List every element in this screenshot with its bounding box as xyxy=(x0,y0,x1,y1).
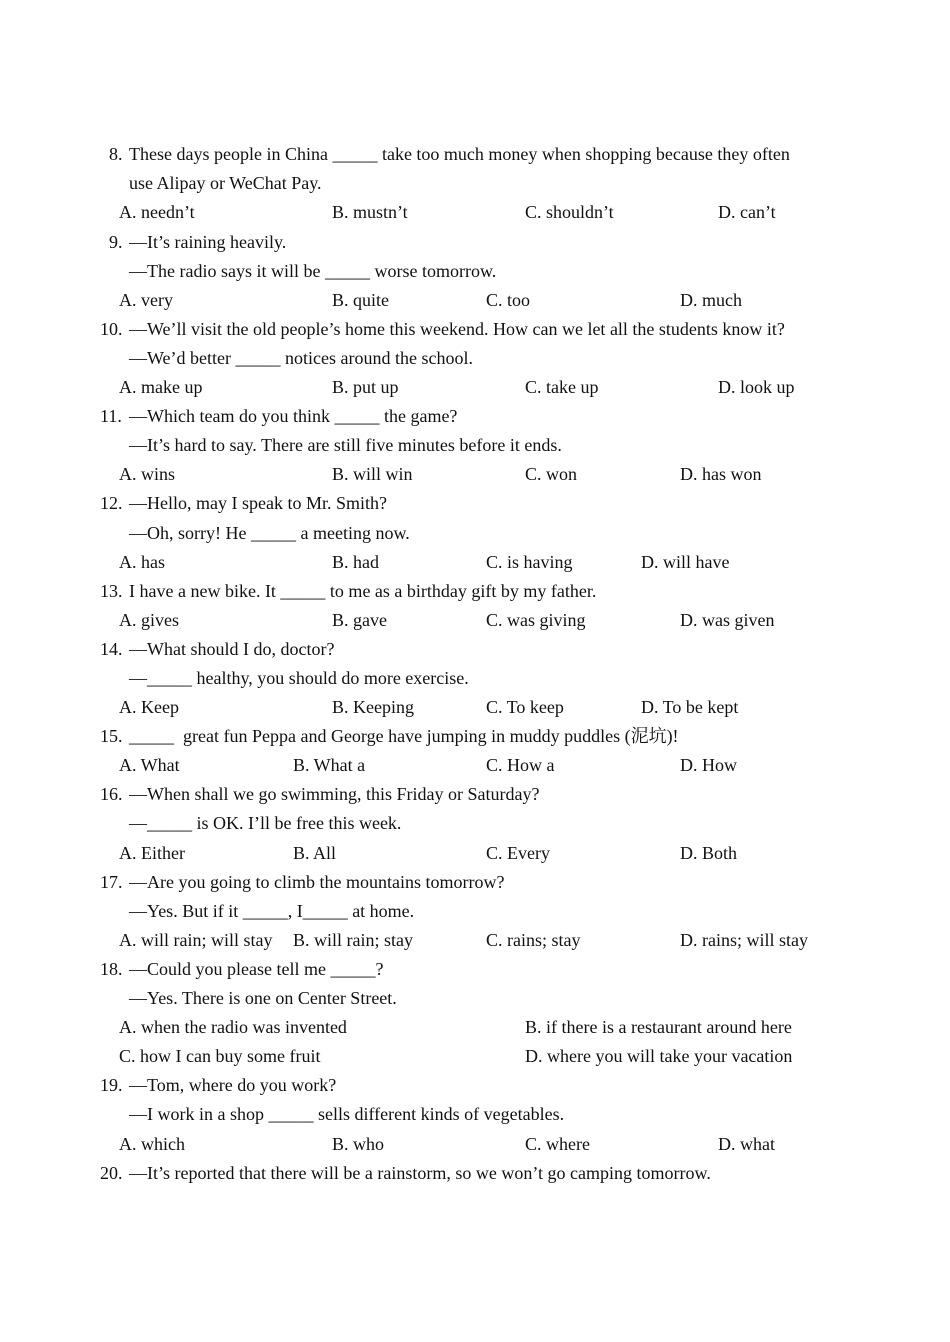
question-text: —Which team do you think _____ the game? xyxy=(129,406,458,426)
option-c: C. How a xyxy=(486,755,555,775)
option-c: C. was giving xyxy=(486,610,586,630)
option-b: B. had xyxy=(332,552,379,572)
option-a: A. make up xyxy=(119,377,203,397)
question-text: —Tom, where do you work? xyxy=(129,1075,337,1095)
option-b: B. will win xyxy=(332,464,413,484)
question-text: —It’s hard to say. There are still five minutes before it ends. xyxy=(129,435,562,455)
option-b: B. mustn’t xyxy=(332,202,408,222)
option-b: B. Keeping xyxy=(332,697,414,717)
option-d: D. much xyxy=(680,290,742,310)
option-b: B. if there is a restaurant around here xyxy=(525,1017,792,1037)
option-c: C. where xyxy=(525,1134,590,1154)
option-d: D. rains; will stay xyxy=(680,930,808,950)
question-number: 20. xyxy=(100,1163,123,1183)
option-a: A. wins xyxy=(119,464,176,484)
option-d: D. look up xyxy=(718,377,795,397)
question-text: —When shall we go swimming, this Friday or Saturday? xyxy=(129,784,540,804)
question-text: —It’s raining heavily. xyxy=(129,232,287,252)
question-text: —It’s reported that there will be a rainstorm, so we won’t go camping tomorrow. xyxy=(129,1163,711,1183)
option-a: A. which xyxy=(119,1134,185,1154)
question-number: 10. xyxy=(100,319,123,339)
option-c: C. is having xyxy=(486,552,573,572)
option-d: D. what xyxy=(718,1134,775,1154)
question-text: —_____ is OK. I’ll be free this week. xyxy=(129,813,402,833)
question-text: —Yes. But if it _____, I_____ at home. xyxy=(129,901,415,921)
option-a: A. What xyxy=(119,755,180,775)
option-a: A. gives xyxy=(119,610,179,630)
question-text: —What should I do, doctor? xyxy=(129,639,335,659)
option-d: D. How xyxy=(680,755,737,775)
question-text: —We’ll visit the old people’s home this weekend. How can we let all the students know it? xyxy=(129,319,785,339)
question-text: I have a new bike. It _____ to me as a birthday gift by my father. xyxy=(129,581,597,601)
option-b: B. who xyxy=(332,1134,385,1154)
question-number: 17. xyxy=(100,872,123,892)
option-c: C. how I can buy some fruit xyxy=(119,1046,321,1066)
option-b: B. What a xyxy=(293,755,366,775)
question-number: 15. xyxy=(100,726,123,746)
question-number: 19. xyxy=(100,1075,123,1095)
question-number: 11. xyxy=(100,406,122,426)
option-a: A. when the radio was invented xyxy=(119,1017,347,1037)
option-d: D. has won xyxy=(680,464,762,484)
option-c: C. To keep xyxy=(486,697,564,717)
option-c: C. shouldn’t xyxy=(525,202,614,222)
option-d: D. Both xyxy=(680,843,738,863)
question-text: These days people in China _____ take too much money when shopping because they often xyxy=(129,144,790,164)
option-d: D. where you will take your vacation xyxy=(525,1046,793,1066)
question-text: _____ great fun Peppa and George have jumping in muddy puddles (泥坑)! xyxy=(129,726,679,746)
question-number: 13. xyxy=(100,581,123,601)
question-text: —_____ healthy, you should do more exercise. xyxy=(129,668,469,688)
question-number: 9. xyxy=(109,232,123,252)
question-number: 12. xyxy=(100,493,123,513)
question-text: —Could you please tell me _____? xyxy=(129,959,384,979)
option-c: C. Every xyxy=(486,843,550,863)
question-text: —The radio says it will be _____ worse tomorrow. xyxy=(129,261,497,281)
question-text: —Hello, may I speak to Mr. Smith? xyxy=(129,493,387,513)
question-number: 8. xyxy=(109,144,123,164)
option-b: B. quite xyxy=(332,290,389,310)
option-d: D. can’t xyxy=(718,202,776,222)
option-d: D. will have xyxy=(641,552,730,572)
option-b: B. All xyxy=(293,843,337,863)
option-b: B. will rain; stay xyxy=(293,930,413,950)
option-c: C. take up xyxy=(525,377,599,397)
option-c: C. won xyxy=(525,464,578,484)
option-a: A. needn’t xyxy=(119,202,195,222)
option-a: A. has xyxy=(119,552,165,572)
question-text: —Are you going to climb the mountains tomorrow? xyxy=(129,872,505,892)
question-text: use Alipay or WeChat Pay. xyxy=(129,173,322,193)
question-text: —We’d better _____ notices around the school. xyxy=(129,348,473,368)
option-a: A. Either xyxy=(119,843,185,863)
question-text: —Oh, sorry! He _____ a meeting now. xyxy=(129,523,410,543)
question-text: —I work in a shop _____ sells different kinds of vegetables. xyxy=(129,1104,565,1124)
option-c: C. rains; stay xyxy=(486,930,581,950)
option-d: D. was given xyxy=(680,610,775,630)
option-b: B. put up xyxy=(332,377,399,397)
option-a: A. Keep xyxy=(119,697,179,717)
question-text: —Yes. There is one on Center Street. xyxy=(129,988,397,1008)
option-c: C. too xyxy=(486,290,531,310)
option-d: D. To be kept xyxy=(641,697,739,717)
question-number: 18. xyxy=(100,959,123,979)
option-a: A. will rain; will stay xyxy=(119,930,273,950)
question-number: 16. xyxy=(100,784,123,804)
option-a: A. very xyxy=(119,290,173,310)
question-number: 14. xyxy=(100,639,123,659)
option-b: B. gave xyxy=(332,610,387,630)
